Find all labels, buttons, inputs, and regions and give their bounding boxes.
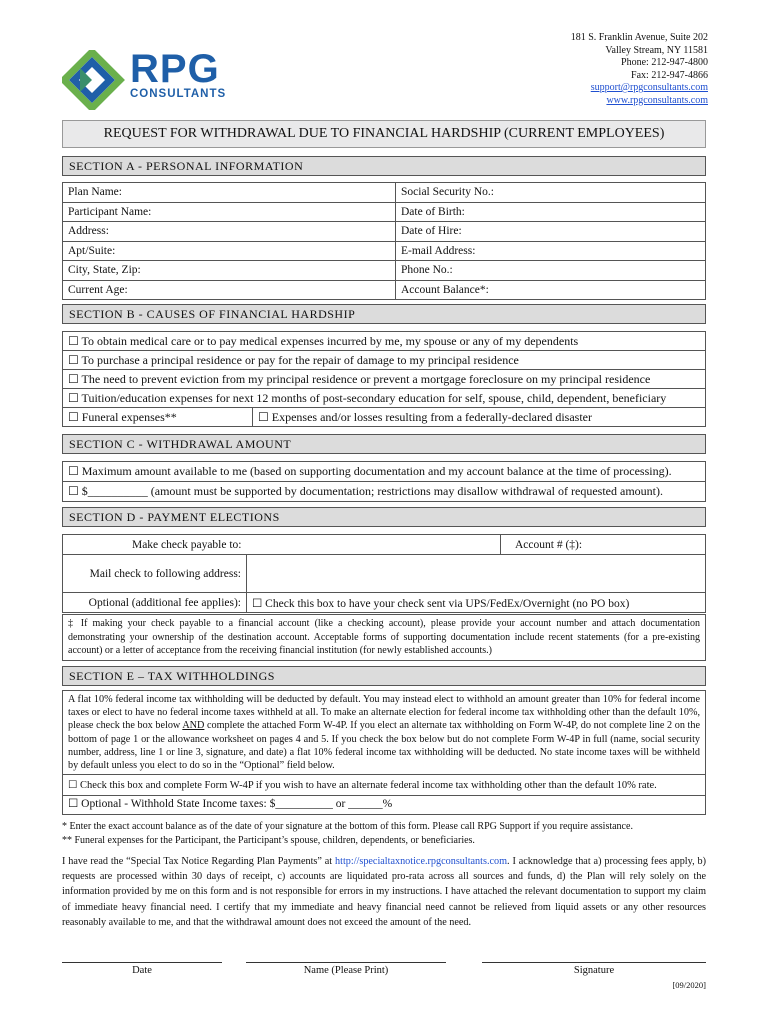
section-a-heading: SECTION A - PERSONAL INFORMATION <box>62 156 706 176</box>
personal-field-right[interactable]: Phone No.: <box>396 261 706 281</box>
optional-label: Optional (additional fee applies): <box>63 593 247 613</box>
personal-field-right[interactable]: Social Security No.: <box>396 183 706 203</box>
hardship-causes-table <box>62 331 706 427</box>
company-name: RPG <box>130 47 220 91</box>
cause-funeral-checkbox[interactable]: ☐ Funeral expenses** <box>63 408 253 427</box>
personal-field-left[interactable]: Address: <box>63 222 396 242</box>
section-c-heading: SECTION C - WITHDRAWAL AMOUNT <box>62 434 706 454</box>
section-e-heading: SECTION E – TAX WITHHOLDINGS <box>62 666 706 686</box>
section-b-heading: SECTION B - CAUSES OF FINANCIAL HARDSHIP <box>62 304 706 324</box>
mail-address-label: Mail check to following address: <box>63 555 247 593</box>
fax: Fax: 212-947-4866 <box>631 69 708 81</box>
account-number-field[interactable]: Account # (‡): <box>501 535 706 555</box>
email-link[interactable]: support@rpgconsultants.com <box>590 82 708 93</box>
state-withholding-checkbox[interactable]: ☐ Optional - Withhold State Income taxes: $__________ or ______% <box>62 795 706 815</box>
date-signature-line[interactable]: Date <box>62 962 222 976</box>
certification-text <box>62 854 706 930</box>
name-print-line[interactable]: Name (Please Print) <box>246 962 446 976</box>
address-line-2: Valley Stream, NY 11581 <box>605 44 708 56</box>
tax-text-pre: A flat 10% federal income tax withholding will be deducted by default. You may instead elect to withhold an amount greater than 10% for federal income taxes or elect to have no federal income taxes withheld at all. To make an alternate election for federal income tax withholding other than the default 10%, please check the box below <box>68 694 700 732</box>
max-amount-checkbox[interactable]: ☐ Maximum amount available to me (based on supporting documentation and my account balance at the time of processing). <box>63 462 706 482</box>
personal-info-table <box>62 182 706 300</box>
phone: Phone: 212-947-4800 <box>621 57 708 68</box>
ups-checkbox[interactable]: ☐ Check this box to have your check sent via UPS/FedEx/Overnight (no PO box) <box>247 593 706 613</box>
personal-field-left[interactable]: Plan Name: <box>63 183 396 203</box>
specific-amount-checkbox[interactable]: ☐ $__________ (amount must be supported by documentation; restrictions may disallow withdrawal of requested amount). <box>63 482 706 502</box>
personal-field-left[interactable]: Apt/Suite: <box>63 241 396 261</box>
personal-field-right[interactable]: Date of Hire: <box>396 222 706 242</box>
account-note: ‡ If making your check payable to a financial account (like a checking account), please provide your account number and attach documentation demonstrating your ownership of the destination account. Acceptable forms of supporting documentation include recent statements (for a pre-existing account) or a letter of acceptance from the receiving financial institution (for newly established accounts.) <box>62 614 706 661</box>
footnote-funeral: ** Funeral expenses for the Participant, the Participant’s spouse, children, dependents, or beneficiaries. <box>62 834 475 846</box>
contact-block <box>571 32 708 107</box>
company-logo-text <box>130 47 227 100</box>
company-subname: CONSULTANTS <box>130 88 227 100</box>
section-d-heading: SECTION D - PAYMENT ELECTIONS <box>62 507 706 527</box>
cause-medical-checkbox[interactable]: ☐ To obtain medical care or to pay medical expenses incurred by me, my spouse or any of my dependents <box>63 332 706 351</box>
cert-pre: I have read the “Special Tax Notice Regarding Plan Payments” at <box>62 856 336 867</box>
special-tax-notice-link[interactable]: http://specialtaxnotice.rpgconsultants.com <box>335 856 508 867</box>
cause-disaster-checkbox[interactable]: ☐ Expenses and/or losses resulting from a federally-declared disaster <box>253 408 706 427</box>
payment-elections-table <box>62 534 706 613</box>
personal-field-left[interactable]: Current Age: <box>63 280 396 300</box>
footnote-balance: * Enter the exact account balance as of the date of your signature at the bottom of this form. Please call RPG Support if you require assistance. <box>62 821 633 832</box>
personal-field-left[interactable]: Participant Name: <box>63 202 396 222</box>
footnotes <box>62 820 706 847</box>
tax-withholding-text <box>62 690 706 775</box>
withdrawal-amount-table <box>62 461 706 502</box>
payable-field[interactable] <box>247 535 501 555</box>
mail-address-field[interactable] <box>247 555 706 593</box>
address-line-1: 181 S. Franklin Avenue, Suite 202 <box>570 32 708 43</box>
personal-field-right[interactable]: Account Balance*: <box>396 280 706 300</box>
tax-text-and: AND <box>182 720 205 732</box>
cause-residence-checkbox[interactable]: ☐ To purchase a principal residence or pay for the repair of damage to my principal residence <box>63 351 706 370</box>
cause-eviction-checkbox[interactable]: ☐ The need to prevent eviction from my principal residence or prevent a mortgage foreclosure on my principal residence <box>63 370 706 389</box>
revision-date: [09/2020] <box>672 980 706 990</box>
personal-field-right[interactable]: Date of Birth: <box>396 202 706 222</box>
payable-label: Make check payable to: <box>63 535 247 555</box>
cause-tuition-checkbox[interactable]: ☐ Tuition/education expenses for next 12 months of post-secondary education for self, spouse, child, dependent, beneficiary <box>63 389 706 408</box>
cert-post: . I acknowledge that a) processing fees apply, b) requests are processed within 30 days of receipt, c) accounts are liquidated pro-rata across all sources and funds, d) the Plan will rely solely on the information provided by me on this form and is not responsible for errors in my instructions. I have attached the relevant documentation to support my claim of immediate heavy financial need. I certify that my immediate and heavy financial need cannot be relieved from liquid assets or any other resources reasonably available to me, and that the withdrawal amount does not exceed the amount of the need. <box>62 856 706 928</box>
personal-field-left[interactable]: City, State, Zip: <box>63 261 396 281</box>
tax-text-post: complete the attached Form W-4P. If you elect an alternate tax withholding on Form W-4P, do not complete line 2 on the bottom of page 1 or the allowance worksheet on pages 4 and 5. If you check the box below but do not complete Form W-4P in full (name, social security number, address, line 1 or line 3, signature, and date) a flat 10% federal income tax withholding will be deducted. No state income taxes will be withheld by default unless you elect to do so in the “Optional” field below. <box>68 720 700 772</box>
website-link[interactable]: www.rpgconsultants.com <box>606 94 708 106</box>
signature-line[interactable]: Signature <box>482 962 706 976</box>
w4p-checkbox[interactable]: ☐ Check this box and complete Form W-4P if you wish to have an alternate federal income tax withholding other than the default 10% rate. <box>62 774 706 796</box>
personal-field-right[interactable]: E-mail Address: <box>396 241 706 261</box>
form-title: REQUEST FOR WITHDRAWAL DUE TO FINANCIAL HARDSHIP (CURRENT EMPLOYEES) <box>62 120 706 148</box>
